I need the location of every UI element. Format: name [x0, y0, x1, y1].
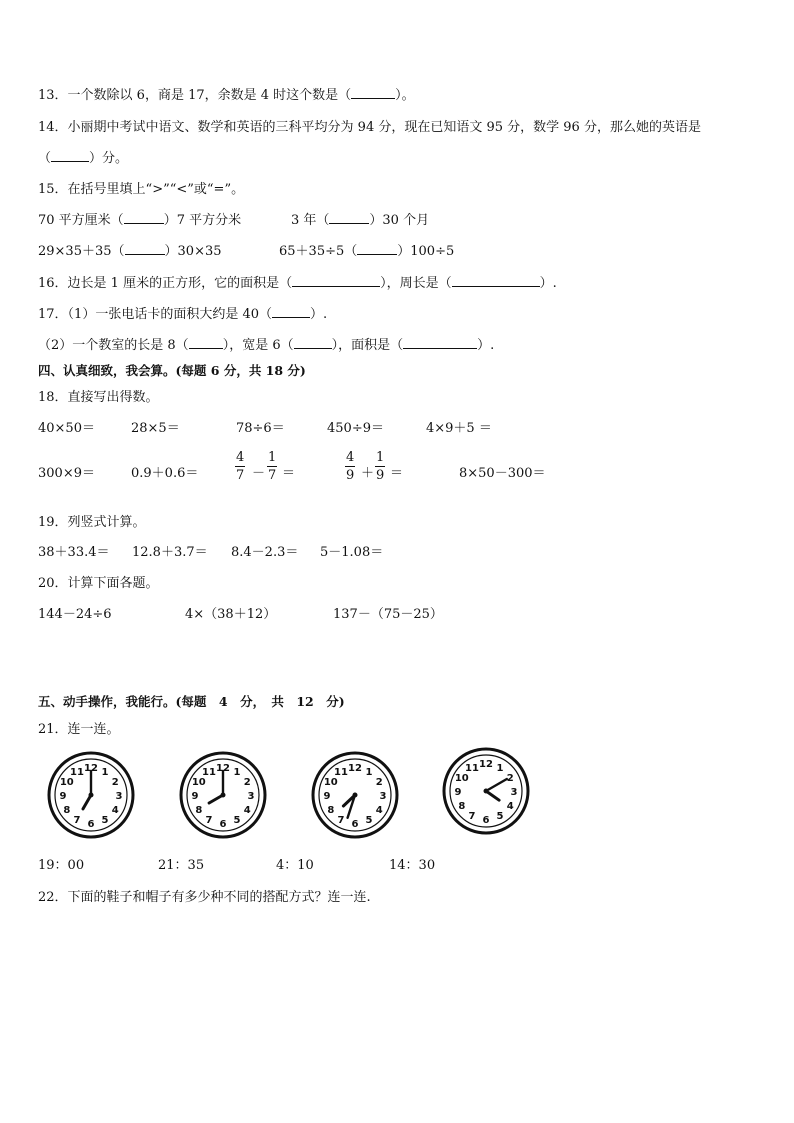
- clock-number: 11: [70, 766, 84, 778]
- question-18-title: 18．直接写出得数。: [38, 390, 159, 405]
- q15-item-right: ）30 个月: [369, 213, 430, 228]
- clock-number: 6: [482, 815, 490, 826]
- fraction: [345, 451, 355, 482]
- q13-text: 13．一个数除以 6，商是 17，余数是 4 时这个数是（: [38, 88, 352, 103]
- q15-item-left: 65＋35÷5（: [279, 244, 358, 259]
- clock-number: 11: [334, 766, 348, 778]
- time-label[interactable]: 14：30: [389, 858, 436, 873]
- q15-item-right: ）7 平方分米: [163, 213, 242, 228]
- clock-number: 6: [219, 819, 227, 830]
- answer-blank[interactable]: [357, 244, 397, 255]
- question-21-title: 21．连一连。: [38, 722, 120, 737]
- clock-number: 1: [233, 766, 241, 778]
- time-label[interactable]: 4：10: [276, 858, 314, 873]
- clock-number: 7: [337, 815, 345, 827]
- question-19-title: 19．列竖式计算。: [38, 515, 146, 530]
- numerator: 4: [236, 450, 245, 465]
- q17-2-text-c: ），面积是（: [331, 338, 404, 353]
- fraction-bar: [375, 466, 385, 467]
- clock-face-3[interactable]: [310, 750, 400, 840]
- q19-expr: 12.8＋3.7＝: [132, 545, 208, 560]
- answer-blank[interactable]: [124, 213, 164, 224]
- clock-number: 6: [87, 819, 95, 830]
- fraction: [375, 451, 385, 482]
- clock-number: 8: [327, 805, 335, 816]
- clock-face-1[interactable]: [46, 750, 136, 840]
- q15-item-1: [38, 209, 241, 228]
- denominator: 7: [268, 468, 277, 483]
- clock-number: 2: [375, 777, 383, 788]
- q13-text-end: ）。: [395, 88, 415, 103]
- clock-center: [484, 789, 489, 794]
- clock-number: 2: [243, 777, 251, 788]
- answer-blank[interactable]: [329, 213, 369, 224]
- answer-blank[interactable]: [125, 244, 165, 255]
- q18-expr: 4×9＋5 ＝: [426, 421, 492, 436]
- q19-expr: 38＋33.4＝: [38, 545, 110, 560]
- answer-blank[interactable]: [189, 338, 223, 349]
- q19-expr: 8.4－2.3＝: [231, 545, 299, 560]
- clock-number: 3: [247, 791, 255, 802]
- answer-blank[interactable]: [294, 338, 332, 349]
- question-13: [38, 84, 415, 103]
- time-label[interactable]: 19：00: [38, 858, 85, 873]
- clock-number: 4: [375, 805, 383, 816]
- q15-item-4: [279, 240, 454, 259]
- fraction-bar: [235, 466, 245, 467]
- operator: －: [252, 466, 266, 481]
- q15-item-3: [38, 240, 222, 259]
- q16-text-a: 16．边长是 1 厘米的正方形，它的面积是（: [38, 276, 293, 291]
- clock-number: 5: [233, 815, 241, 827]
- question-14-cont: [38, 147, 128, 166]
- q15-item-left: 3 年（: [291, 213, 330, 228]
- question-22-title: 22．下面的鞋子和帽子有多少种不同的搭配方式？连一连.: [38, 890, 371, 905]
- answer-blank[interactable]: [403, 338, 477, 349]
- clock-center: [89, 793, 94, 798]
- clock-number: 5: [101, 815, 109, 827]
- q18-expr: 78÷6＝: [236, 421, 285, 436]
- q16-text-b: ），周长是（: [380, 276, 452, 291]
- clock-number: 2: [111, 777, 119, 788]
- clock-number: 10: [59, 777, 74, 788]
- numerator: 1: [268, 450, 277, 465]
- q15-item-left: 29×35＋35（: [38, 244, 125, 259]
- clock-number: 7: [205, 815, 213, 827]
- q18-expr: 8×50－300＝: [459, 466, 546, 481]
- clock-number: 8: [63, 805, 71, 816]
- q17-text: 17．（1）一张电话卡的面积大约是 40（: [38, 307, 272, 322]
- question-20-title: 20．计算下面各题。: [38, 576, 159, 591]
- fraction: [235, 451, 245, 482]
- question-17-1: [38, 303, 327, 322]
- clock-center: [221, 793, 226, 798]
- q14-open: （: [38, 151, 52, 166]
- q20-expr: 144－24÷6: [38, 607, 112, 622]
- question-14: 14．小丽期中考试中语文、数学和英语的三科平均分为 94 分，现在已知语文 95 分，数学 96 分，那么她的英语是: [38, 120, 701, 135]
- q18-expr: 40×50＝: [38, 421, 95, 436]
- clock-face-4[interactable]: [441, 746, 531, 836]
- q17-2-text-b: ），宽是 6（: [222, 338, 294, 353]
- fraction-bar: [345, 466, 355, 467]
- clock-number: 1: [365, 766, 373, 778]
- clock-number: 5: [496, 811, 504, 823]
- q18-expr: 28×5＝: [131, 421, 180, 436]
- clock-number: 12: [479, 759, 493, 770]
- clock-number: 5: [365, 815, 373, 827]
- clock-face-2[interactable]: [178, 750, 268, 840]
- clock-number: 9: [454, 787, 462, 798]
- clock-number: 4: [111, 805, 119, 816]
- answer-blank[interactable]: [351, 88, 395, 99]
- question-17-2: [38, 334, 494, 353]
- clock-number: 9: [191, 791, 199, 802]
- question-15-title: 15．在括号里填上“>”“<”或“=”。: [38, 182, 245, 197]
- clock-number: 3: [510, 787, 518, 798]
- clock-number: 9: [323, 791, 331, 802]
- fraction-bar: [267, 466, 277, 467]
- clock-number: 12: [348, 763, 362, 774]
- clock-number: 7: [73, 815, 81, 827]
- q17-2-text-a: （2）一个教室的长是 8（: [38, 338, 189, 353]
- q20-expr: 4×（38＋12）: [185, 607, 277, 622]
- q19-expr: 5－1.08＝: [320, 545, 384, 560]
- equals: ＝: [282, 466, 296, 481]
- q15-item-2: [291, 209, 429, 228]
- answer-blank[interactable]: [452, 276, 540, 287]
- denominator: 9: [376, 468, 385, 483]
- fraction: [267, 451, 277, 482]
- clock-number: 10: [191, 777, 206, 788]
- clock-number: 12: [216, 763, 230, 774]
- denominator: 9: [346, 468, 355, 483]
- clock-number: 8: [458, 801, 466, 812]
- clock-number: 11: [202, 766, 216, 778]
- clock-number: 8: [195, 805, 203, 816]
- denominator: 7: [236, 468, 245, 483]
- question-16: [38, 272, 557, 291]
- answer-blank[interactable]: [292, 276, 380, 287]
- clock-number: 1: [101, 766, 109, 778]
- clock-number: 3: [379, 791, 387, 802]
- q18-expr: 450÷9＝: [327, 421, 384, 436]
- q17-2-text-d: ）.: [477, 338, 495, 353]
- q14-close: ）分。: [89, 151, 129, 166]
- q20-expr: 137－（75－25）: [333, 607, 443, 622]
- clock-number: 2: [506, 773, 514, 784]
- clock-number: 4: [243, 805, 251, 816]
- answer-blank[interactable]: [272, 307, 310, 318]
- clock-number: 10: [454, 773, 469, 784]
- section-5-heading: 五、动手操作，我能行。(每题 4 分， 共 12 分): [38, 694, 345, 709]
- equals: ＝: [390, 466, 404, 481]
- numerator: 4: [346, 450, 355, 465]
- answer-blank[interactable]: [51, 151, 89, 162]
- q17-text-end: ）.: [310, 307, 328, 322]
- q18-expr: 300×9＝: [38, 466, 95, 481]
- clock-number: 3: [115, 791, 123, 802]
- clock-center: [353, 793, 358, 798]
- q16-text-c: ）.: [539, 276, 557, 291]
- q15-item-right: ）30×35: [164, 244, 222, 259]
- clock-number: 4: [506, 801, 514, 812]
- operator: ＋: [361, 466, 375, 481]
- numerator: 1: [376, 450, 385, 465]
- clock-number: 7: [468, 811, 476, 823]
- clock-number: 6: [351, 819, 359, 830]
- clock-number: 12: [84, 763, 98, 774]
- q15-item-right: ）100÷5: [397, 244, 455, 259]
- time-label[interactable]: 21：35: [158, 858, 205, 873]
- clock-number: 11: [465, 762, 479, 774]
- clock-number: 9: [59, 791, 67, 802]
- clock-number: 1: [496, 762, 504, 774]
- q18-expr: 0.9＋0.6＝: [131, 466, 199, 481]
- q15-item-left: 70 平方厘米（: [38, 213, 124, 228]
- clock-number: 10: [323, 777, 338, 788]
- section-4-heading: 四、认真细致，我会算。(每题 6 分，共 18 分): [38, 363, 306, 378]
